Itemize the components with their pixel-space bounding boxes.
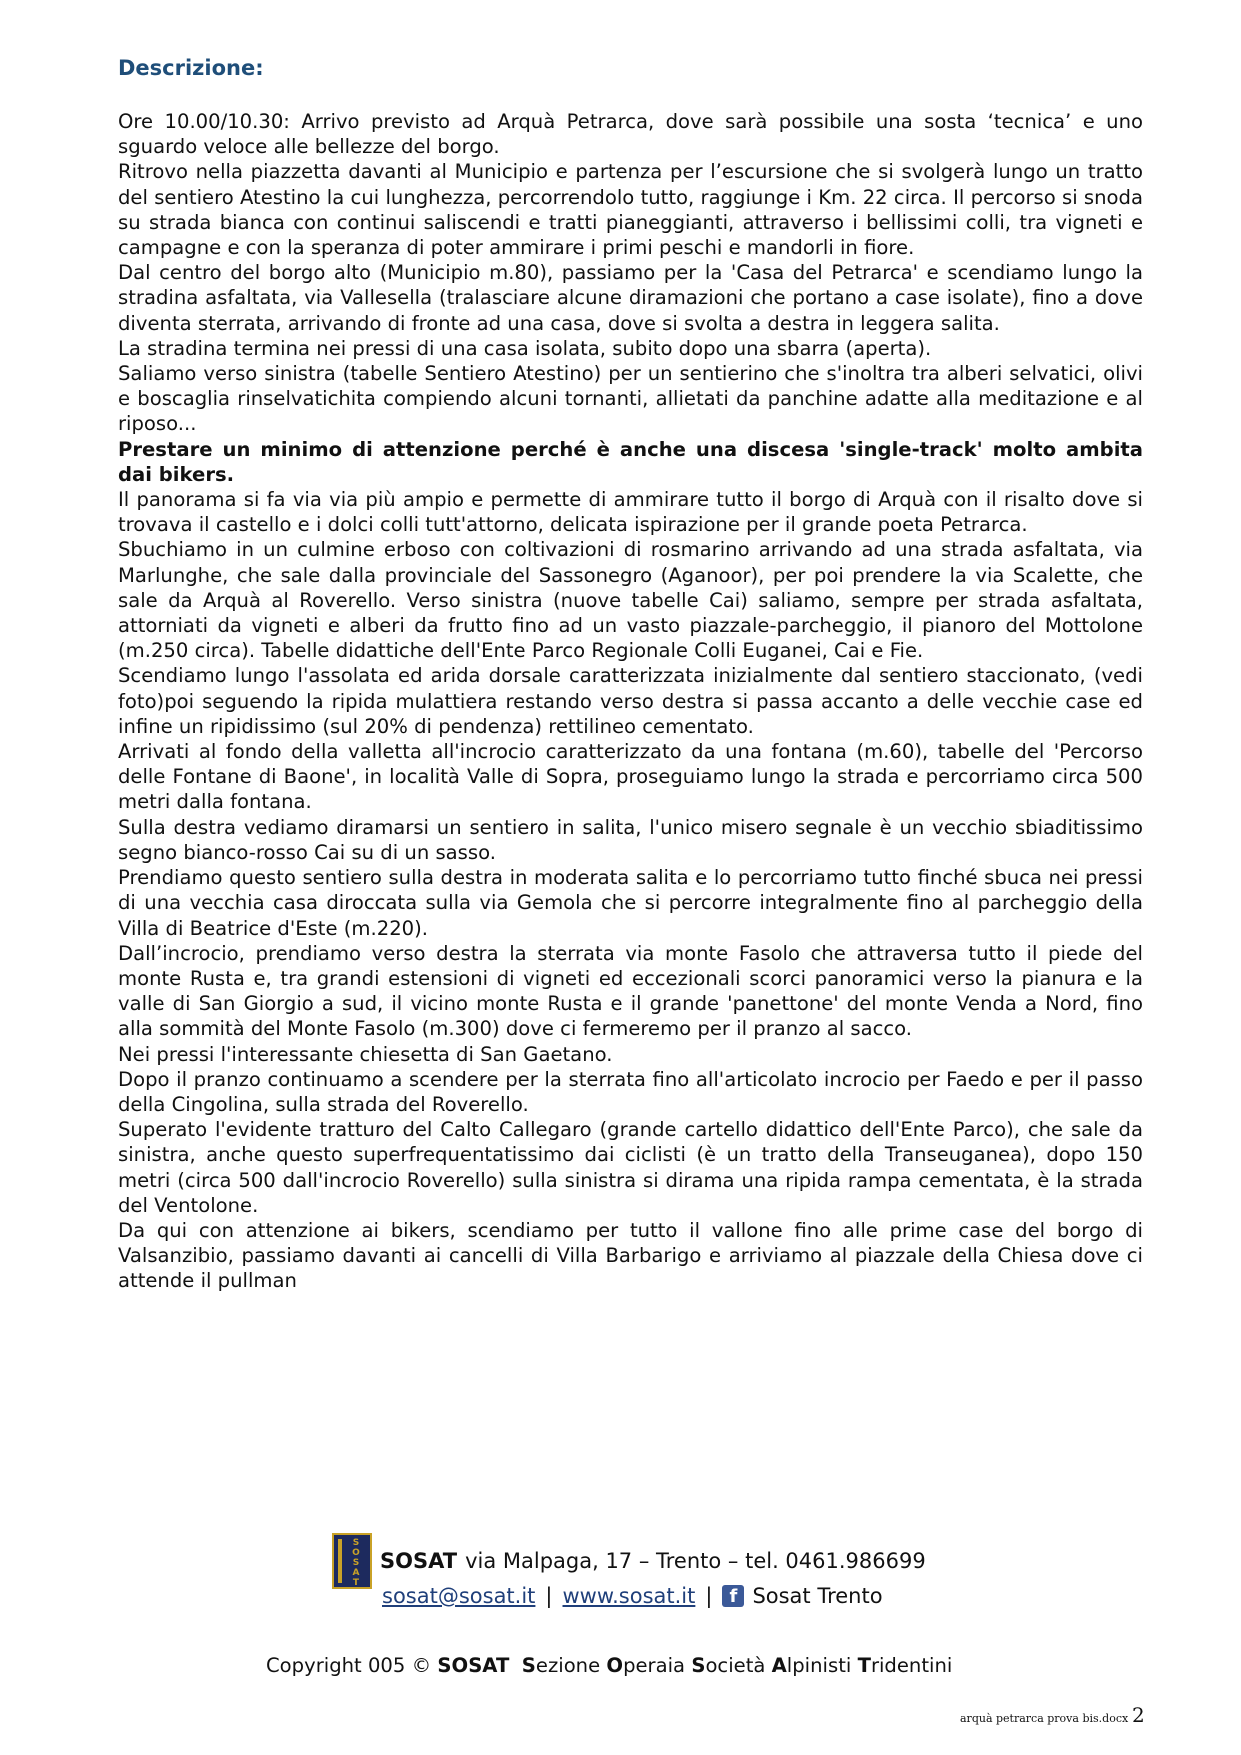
warning-paragraph: Prestare un minimo di attenzione perché è anche una discesa 'single-track' molto ambita dai bikers. — [118, 437, 1143, 486]
word-rest: ezione — [535, 1654, 601, 1677]
logo-text: S O S A T — [352, 1538, 360, 1588]
copyright-org: SOSAT — [437, 1654, 510, 1677]
page-number: 2 — [1132, 1703, 1145, 1727]
paragraph: Dopo il pranzo continuamo a scendere per la sterrata fino all'articolato incrocio per Faedo e per il passo della Cingolina, sulla strada del Roverello. — [118, 1067, 1143, 1116]
paragraph: Ore 10.00/10.30: Arrivo previsto ad Arquà Petrarca, dove sarà possibile una sosta ‘tecnica’ e uno sguardo veloce alle bellezze del borgo. — [118, 110, 1143, 159]
website-link[interactable]: www.sosat.it — [562, 1584, 696, 1608]
paragraph: Prendiamo questo sentiero sulla destra in moderata salita e lo percorriamo tutto finché sbuca nei pressi di una vecchia casa diroccata sulla via Gemola che si percorre integralmente fino al parcheggio della Villa di Beatrice d'Este (m.220). — [118, 866, 1143, 940]
separator: | — [705, 1584, 713, 1608]
paragraph: Da qui con attenzione ai bikers, scendiamo per tutto il vallone fino alle prime case del borgo di Valsanzibio, passiamo davanti ai cancelli di Villa Barbarigo e arriviamo al piazzale della Chiesa dove ci attende il pullman — [118, 1218, 1143, 1293]
word-rest: peraia — [623, 1654, 686, 1677]
footer-org-name: SOSAT — [380, 1549, 458, 1573]
paragraph: Superato l'evidente tratturo del Calto Callegaro (grande cartello didattico dell'Ente Parco), che sale da sinistra, anche questo superfrequentatissimo dai ciclisti (è un tratto della Transeuganea), dopo 150 metri (circa 500 dall'incrocio Roverello) sulla sinistra si dirama una ripida rampa cementata, è la strada del Ventolone. — [118, 1118, 1143, 1217]
copyright-prefix: Copyright 005 © — [266, 1654, 438, 1677]
separator: | — [545, 1584, 553, 1608]
paragraph: La stradina termina nei pressi di una casa isolata, subito dopo una sbarra (aperta). — [118, 336, 932, 360]
section-heading: Descrizione: — [118, 56, 264, 80]
description-body — [118, 109, 1143, 1294]
footer-contact-line — [382, 1580, 883, 1612]
paragraph: Dall’incrocio, prendiamo verso destra la sterrata via monte Fasolo che attraversa tutto il piede del monte Rusta e, tra grandi estensioni di vigneti ed eccezionali scorci panoramici verso la pianura e la valle di San Giorgio a sud, il vicino monte Rusta e il grande 'panettone' del monte Venda a Nord, fino alla sommità del Monte Fasolo (m.300) dove ci fermeremo per il pranzo al sacco. — [118, 941, 1143, 1041]
ice-axe-icon — [338, 1539, 342, 1583]
paragraph: Saliamo verso sinistra (tabelle Sentiero Atestino) per un sentierino che s'inoltra tra alberi selvatici, olivi e boscaglia rinselvatichita compiendo alcuni tornanti, allietati da panchine adatte alla meditazione e al riposo... — [118, 362, 1143, 436]
paragraph: Sbuchiamo in un culmine erboso con coltivazioni di rosmarino arrivando ad una strada asfaltata, via Marlunghe, che sale dalla provinciale del Sassonegro (Aganoor), per poi prendere la via Scalette, che sale da Arquà al Roverello. Verso sinistra (nuove tabelle Cai) saliamo, sempre per strada asfaltata, attorniati da vigneti e alberi da frutto fino ad un vasto piazzale-parcheggio, il pianoro del Mottolone (m.250 circa). Tabelle didattiche dell'Ente Parco Regionale Colli Euganei, Cai e Fie. — [118, 538, 1143, 663]
paragraph: Scendiamo lungo l'assolata ed arida dorsale caratterizzata inizialmente dal sentiero staccionato, (vedi foto)poi seguendo la ripida mulattiera restando verso destra si passa accanto a delle vecchie case ed infine un ripidissimo (sul 20% di pendenza) rettilineo cementato. — [118, 664, 1143, 738]
paragraph: Arrivati al fondo della valletta all'incrocio caratterizzato da una fontana (m.60), tabelle del 'Percorso delle Fontane di Baone', in località Valle di Sopra, proseguiamo lungo la strada e percorriamo circa 500 metri dalla fontana. — [118, 740, 1143, 814]
facebook-page-label[interactable]: Sosat Trento — [752, 1584, 883, 1608]
word-initial: T — [857, 1654, 871, 1677]
sosat-logo — [332, 1533, 372, 1589]
document-filename: arquà petrarca prova bis.docx — [960, 1712, 1129, 1725]
paragraph: Il panorama si fa via via più ampio e permette di ammirare tutto il borgo di Arquà con il risalto dove si trovava il castello e i dolci colli tutt'attorno, delicata ispirazione per il grande poeta Petrarca. — [118, 488, 1143, 537]
paragraph: Nei pressi l'interessante chiesetta di San Gaetano. — [118, 1042, 613, 1066]
word-rest: ridentini — [870, 1654, 953, 1677]
footer-address: via Malpaga, 17 – Trento – tel. 0461.986699 — [465, 1549, 926, 1573]
word-rest: ocietà — [705, 1654, 766, 1677]
paragraph: Sulla destra vediamo diramarsi un sentiero in salita, l'unico misero segnale è un vecchio sbiaditissimo segno bianco-rosso Cai su di un sasso. — [118, 815, 1143, 864]
word-rest: lpinisti — [786, 1654, 852, 1677]
word-initial: S — [691, 1654, 706, 1677]
word-initial: A — [771, 1654, 787, 1677]
facebook-icon[interactable]: f — [722, 1585, 744, 1607]
email-link[interactable]: sosat@sosat.it — [382, 1584, 536, 1608]
word-initial: S — [521, 1654, 536, 1677]
copyright-line — [266, 1654, 952, 1677]
paragraph: Ritrovo nella piazzetta davanti al Municipio e partenza per l’escursione che si svolgerà lungo un tratto del sentiero Atestino la cui lunghezza, percorrendolo tutto, raggiunge i Km. 22 circa. Il percorso si snoda su strada bianca con continui saliscendi e tratti pianeggianti, attraverso i bellissimi colli, tra vigneti e campagne e con la speranza di poter ammirare i primi peschi e mandorli in fiore. — [118, 160, 1143, 260]
word-initial: O — [606, 1654, 624, 1677]
paragraph: Dal centro del borgo alto (Municipio m.80), passiamo per la 'Casa del Petrarca' e scendiamo lungo la stradina asfaltata, via Vallesella (tralasciare alcune diramazioni che portano a case isolate), fino a dove diventa sterrata, arrivando di fronte ad una casa, dove si svolta a destra in leggera salita. — [118, 261, 1143, 335]
